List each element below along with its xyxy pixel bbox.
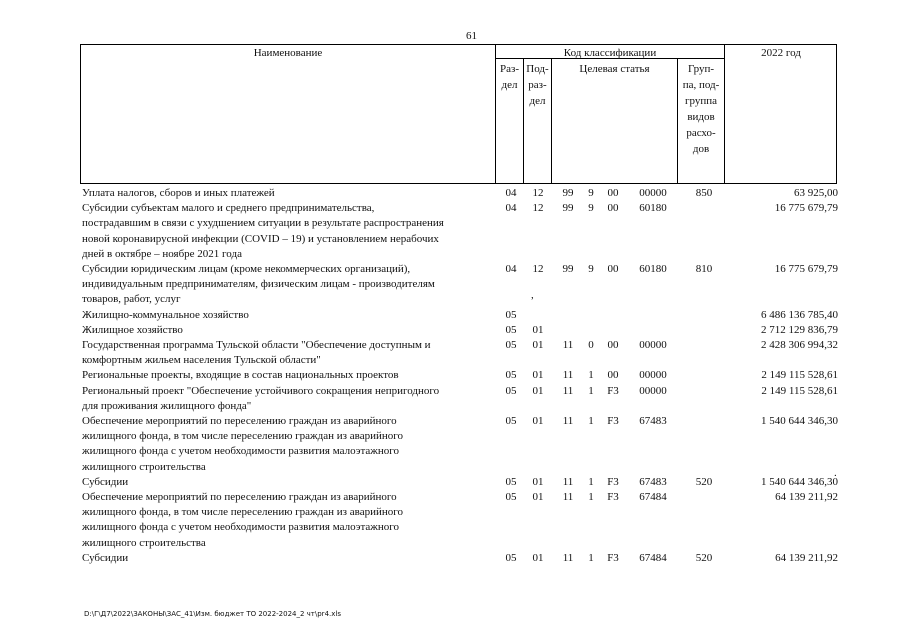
program-code: 99 — [562, 202, 574, 215]
row-name: Обеспечение мероприятий по переселению граждан из аварийного жилищного фонда, в том числе переселению граждан из аварийного жилищного фонда с учетом необходимости развития малоэтажного жилищного строительства — [82, 415, 403, 473]
amount: 2 712 129 836,79 — [761, 323, 838, 336]
header-subsection: Под- раз- дел — [526, 63, 549, 107]
subprogram-code: 9 — [588, 187, 594, 199]
table-row — [82, 201, 842, 262]
program-code: 11 — [562, 475, 574, 488]
program-code: 99 — [562, 263, 574, 276]
table-row — [82, 475, 842, 490]
table-row — [82, 551, 842, 566]
direction-code: F3 — [607, 475, 619, 488]
section-code: 05 — [505, 384, 517, 397]
subsection-code: 01 — [532, 339, 544, 352]
amount: 63 925,00 — [794, 187, 838, 199]
table-body — [82, 186, 842, 566]
expense-code: 60180 — [639, 202, 667, 215]
direction-code: F3 — [607, 415, 619, 428]
section-code: 05 — [505, 323, 517, 336]
amount: 64 139 211,92 — [775, 491, 838, 504]
table-row — [82, 186, 842, 201]
program-code: 11 — [562, 415, 574, 428]
row-name: Жилищно-коммунальное хозяйство — [82, 308, 249, 321]
expense-code: 00000 — [639, 339, 667, 352]
subsection-code: 01 — [532, 384, 544, 397]
row-name: Уплата налогов, сборов и иных платежей — [82, 187, 275, 199]
section-code: 05 — [505, 415, 517, 428]
subsection-code: 12 — [532, 187, 544, 199]
expense-code: 00000 — [639, 369, 667, 382]
subsection-code: 01 — [532, 323, 544, 336]
stray-dot: . — [834, 467, 837, 479]
subsection-code: 12 — [532, 263, 544, 276]
section-code: 05 — [505, 551, 517, 564]
expense-code: 67484 — [639, 491, 667, 504]
amount: 16 775 679,79 — [774, 263, 838, 276]
group-code: 850 — [695, 187, 713, 199]
direction-code: 00 — [607, 369, 619, 382]
subsection-code: 01 — [532, 369, 544, 382]
table-row — [82, 308, 842, 323]
table-row — [82, 368, 842, 383]
row-name: Обеспечение мероприятий по переселению граждан из аварийного жилищного фонда, в том числе переселению граждан из аварийного жилищного фонда с учетом необходимости развития малоэтажного жилищного строительства — [82, 491, 403, 549]
header-group: Груп- па, под- группа видов расхо- дов — [682, 63, 720, 155]
subprogram-code: 9 — [588, 263, 594, 276]
row-name: Субсидии — [82, 551, 129, 564]
header-year: 2022 год — [761, 47, 801, 59]
subsection-code: 01 — [532, 551, 544, 564]
program-code: 11 — [562, 551, 574, 564]
expense-code: 00000 — [639, 187, 667, 199]
program-code: 99 — [562, 187, 574, 199]
section-code: 05 — [505, 369, 517, 382]
group-code: 810 — [695, 263, 713, 276]
subprogram-code: 1 — [588, 491, 594, 504]
file-path-footer: D:\Г\Д7\2022\ЗАКОНЫ\ЗАС_41\Изм. бюджет ТО 2022-2024_2 чт\pr4.xls — [84, 610, 341, 618]
expense-code: 67484 — [639, 551, 667, 564]
program-code: 11 — [562, 491, 574, 504]
direction-code: 00 — [607, 202, 619, 215]
amount: 2 149 115 528,61 — [761, 384, 838, 397]
row-name: Региональный проект "Обеспечение устойчивого сокращения непригодного для проживания жилищного фонда" — [82, 384, 440, 412]
amount: 64 139 211,92 — [775, 551, 838, 564]
subprogram-code: 1 — [588, 475, 594, 488]
subprogram-code: 1 — [588, 551, 594, 564]
row-name: Субсидии — [82, 475, 129, 488]
row-name: Жилищное хозяйство — [82, 323, 183, 336]
amount: 2 149 115 528,61 — [761, 369, 838, 382]
table-row — [82, 490, 842, 551]
section-code: 05 — [505, 339, 517, 352]
stray-mark: , — [531, 289, 534, 301]
subprogram-code: 1 — [588, 384, 594, 397]
section-code: 05 — [505, 491, 517, 504]
program-code: 11 — [562, 369, 574, 382]
direction-code: 00 — [607, 187, 619, 199]
expense-code: 67483 — [639, 415, 667, 428]
subsection-code: 01 — [532, 475, 544, 488]
header-section: Раз- дел — [499, 63, 519, 91]
amount: 2 428 306 994,32 — [761, 339, 838, 352]
subsection-code: 12 — [532, 202, 544, 215]
direction-code: F3 — [607, 491, 619, 504]
amount: 1 540 644 346,30 — [761, 475, 838, 488]
row-name: Субсидии субъектам малого и среднего предпринимательства, пострадавшим в связи с ухудшением ситуации в результате распространения новой коронавирусной инфекции (COVID – 19) и установлением нерабочих дней в октябре – ноябре 2021 года — [82, 202, 444, 260]
direction-code: F3 — [607, 384, 619, 397]
expense-code: 60180 — [639, 263, 667, 276]
row-name: Государственная программа Тульской области "Обеспечение доступным и комфортным жильем населения Тульской области" — [82, 339, 431, 367]
row-name: Субсидии юридическим лицам (кроме некоммерческих организаций), индивидуальным предпринимателям, физическим лицам - производителям товаров, работ, услуг — [82, 263, 435, 306]
program-code: 11 — [562, 384, 574, 397]
table-row — [82, 414, 842, 475]
subsection-code: 01 — [532, 415, 544, 428]
direction-code: F3 — [607, 551, 619, 564]
expense-code: 00000 — [639, 384, 667, 397]
amount: 16 775 679,79 — [774, 202, 838, 215]
subsection-code: 01 — [532, 491, 544, 504]
header-code: Код классификации — [563, 47, 657, 59]
section-code: 04 — [505, 263, 517, 276]
header-name: Наименование — [253, 47, 323, 59]
group-code: 520 — [695, 551, 713, 564]
section-code: 04 — [505, 187, 517, 199]
table-row — [82, 338, 842, 368]
table-row — [82, 323, 842, 338]
amount: 1 540 644 346,30 — [761, 415, 838, 428]
direction-code: 00 — [607, 263, 619, 276]
page-number: 61 — [466, 30, 477, 42]
amount: 6 486 136 785,40 — [761, 308, 838, 321]
section-code: 05 — [505, 308, 517, 321]
table-row — [82, 384, 842, 414]
subprogram-code: 9 — [588, 202, 594, 215]
direction-code: 00 — [607, 339, 619, 352]
table-row — [82, 262, 842, 308]
subprogram-code: 0 — [588, 339, 594, 352]
table-header — [80, 44, 837, 184]
group-code: 520 — [695, 475, 713, 488]
section-code: 05 — [505, 475, 517, 488]
subprogram-code: 1 — [588, 369, 594, 382]
expense-code: 67483 — [639, 475, 667, 488]
header-target: Целевая статья — [579, 63, 650, 75]
section-code: 04 — [505, 202, 517, 215]
row-name: Региональные проекты, входящие в состав национальных проектов — [82, 369, 399, 382]
program-code: 11 — [562, 339, 574, 352]
subprogram-code: 1 — [588, 415, 594, 428]
